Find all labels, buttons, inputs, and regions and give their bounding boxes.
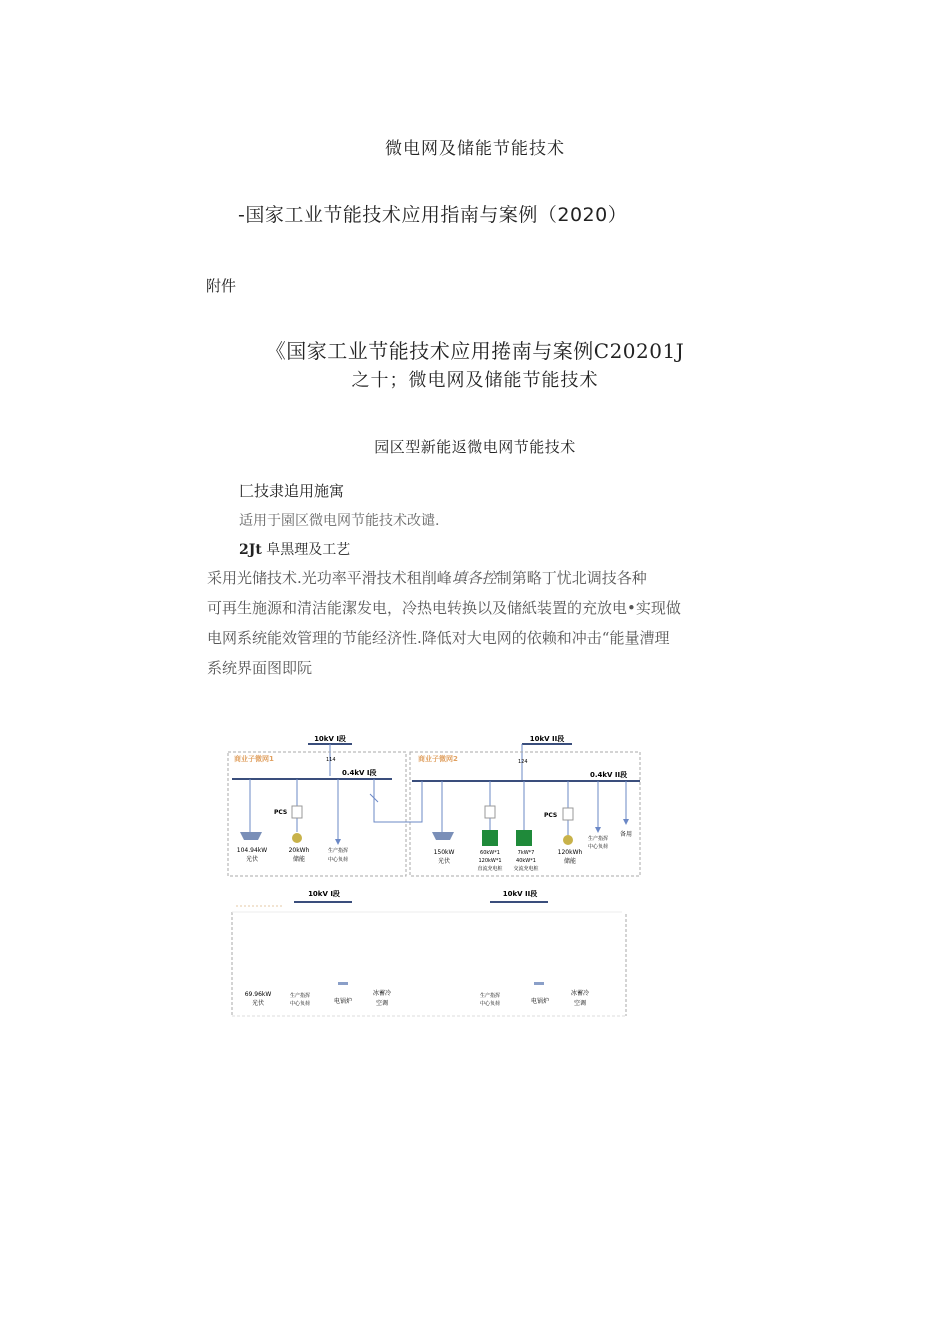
g2-storage-label: 储能 — [563, 858, 577, 865]
b1-boiler-label: 电锅炉 — [333, 998, 353, 1005]
subgrid-1-label: 商业子微网1 — [234, 755, 274, 763]
b2-ac-line1: 冰蓄冷 — [570, 990, 590, 997]
ac-charger-icon — [516, 830, 532, 846]
pcs-converter-icon — [563, 808, 573, 820]
doc-title: 微电网及储能节能技术 — [385, 139, 565, 159]
b1-ac-line2: 空调 — [375, 1000, 389, 1007]
g1-load-line2: 中心负荷 — [327, 857, 349, 863]
g2-dc-line3: 直流充电桩 — [477, 866, 503, 872]
g2-dc-line2: 120kW*1 — [478, 858, 502, 864]
subgrid-2-label: 商业子微网2 — [418, 755, 458, 763]
bus-04kv-i-label: 0.4kV I段 — [342, 769, 377, 777]
heading-line-1: 《国家工业节能技术应用捲南与案例C20201J — [265, 339, 685, 363]
g2-ac-line3: 交流充电桩 — [513, 866, 539, 872]
boiler-icon — [534, 982, 544, 985]
g2-load-line2: 中心负荷 — [587, 844, 609, 850]
g2-ac-line1: 7kW*7 — [517, 850, 535, 856]
bus-04kv-ii-label: 0.4kV II段 — [590, 771, 628, 779]
solar-panel-icon — [432, 832, 454, 840]
section-2-number: 2Jt — [239, 542, 262, 558]
dc-charger-icon — [482, 830, 498, 846]
b1-load-line2: 中心负荷 — [289, 1001, 311, 1007]
g2-storage-value: 120kWh — [557, 849, 583, 856]
heading-line-2: 之十；微电网及储能节能技术 — [351, 370, 599, 391]
bottom-bus-i-label: 10kV I段 — [308, 890, 340, 898]
g2-dc-line1: 60kW*1 — [480, 850, 500, 856]
g1-storage-value: 20kWh — [288, 847, 310, 854]
g1-pcs-label: PCS — [274, 809, 288, 816]
b2-ac-line2: 空调 — [573, 1000, 587, 1007]
g1-storage-label: 储能 — [292, 856, 306, 863]
converter-icon — [485, 806, 495, 818]
section-2-label: 阜黒理及工艺 — [266, 542, 351, 558]
b2-load-line2: 中心负荷 — [479, 1001, 501, 1007]
b2-boiler-label: 电锅炉 — [530, 998, 550, 1005]
switch-124-label: 124 — [518, 759, 528, 765]
storage-battery-icon — [563, 835, 573, 845]
g2-ac-line2: 40kW*1 — [516, 858, 536, 864]
tie-line — [374, 779, 422, 822]
doc-subtitle: -国家工业节能技术应用指南与案例（2020） — [238, 204, 628, 226]
b1-pv-value: 69.96kW — [244, 991, 272, 998]
paragraph-line: 采用光储技术.光功率平滑技术租削峰填各控制第略丁忧北调技各种 — [207, 569, 647, 587]
process-paragraph — [207, 563, 717, 683]
g1-pv-label: 光伏 — [245, 856, 259, 863]
paragraph-line: 系统界面图即阮 — [207, 659, 313, 677]
g1-pv-value: 104.94kW — [236, 847, 268, 854]
section-1-title: 匚技隶追用施寓 — [239, 482, 345, 500]
attachment-label: 附件 — [206, 277, 237, 295]
switch-114-label: 114 — [326, 757, 336, 763]
bus-10kv-ii-label: 10kV II段 — [529, 735, 565, 743]
solar-panel-icon — [240, 832, 262, 840]
section-2-title — [239, 539, 350, 559]
bottom-bus-ii-label: 10kV II段 — [502, 890, 538, 898]
g1-load-line1: 生产指挥 — [327, 848, 349, 854]
technology-name: 园区型新能返微电网节能技术 — [374, 438, 576, 456]
b1-pv-label: 光伏 — [251, 1000, 265, 1007]
boiler-icon — [338, 982, 348, 985]
microgrid-diagram — [222, 724, 652, 1024]
g2-pcs-label: PCS — [544, 812, 558, 819]
b1-load-line1: 生产指挥 — [289, 993, 311, 999]
storage-battery-icon — [292, 833, 302, 843]
g2-load-line1: 生产指挥 — [587, 836, 609, 842]
g2-pv-label: 光伏 — [437, 858, 451, 865]
b1-ac-line1: 冰蓄冷 — [372, 990, 392, 997]
paragraph-line: 电网系统能效管理的节能经济性.降低对大电网的依赖和冲击“能量漕理 — [207, 629, 670, 647]
bus-10kv-i-label: 10kV I段 — [314, 735, 346, 743]
b2-load-line1: 生产指挥 — [479, 993, 501, 999]
g2-spare-label: 备用 — [619, 831, 633, 838]
g2-pv-value: 150kW — [433, 849, 455, 856]
pcs-converter-icon — [292, 806, 302, 818]
paragraph-line: 可再生施源和清洁能潔发电，冷热电转换以及储紙装置的充放电•实现做 — [207, 599, 681, 617]
section-1-text: 适用于園区微电网节能技术改谴. — [239, 513, 440, 529]
